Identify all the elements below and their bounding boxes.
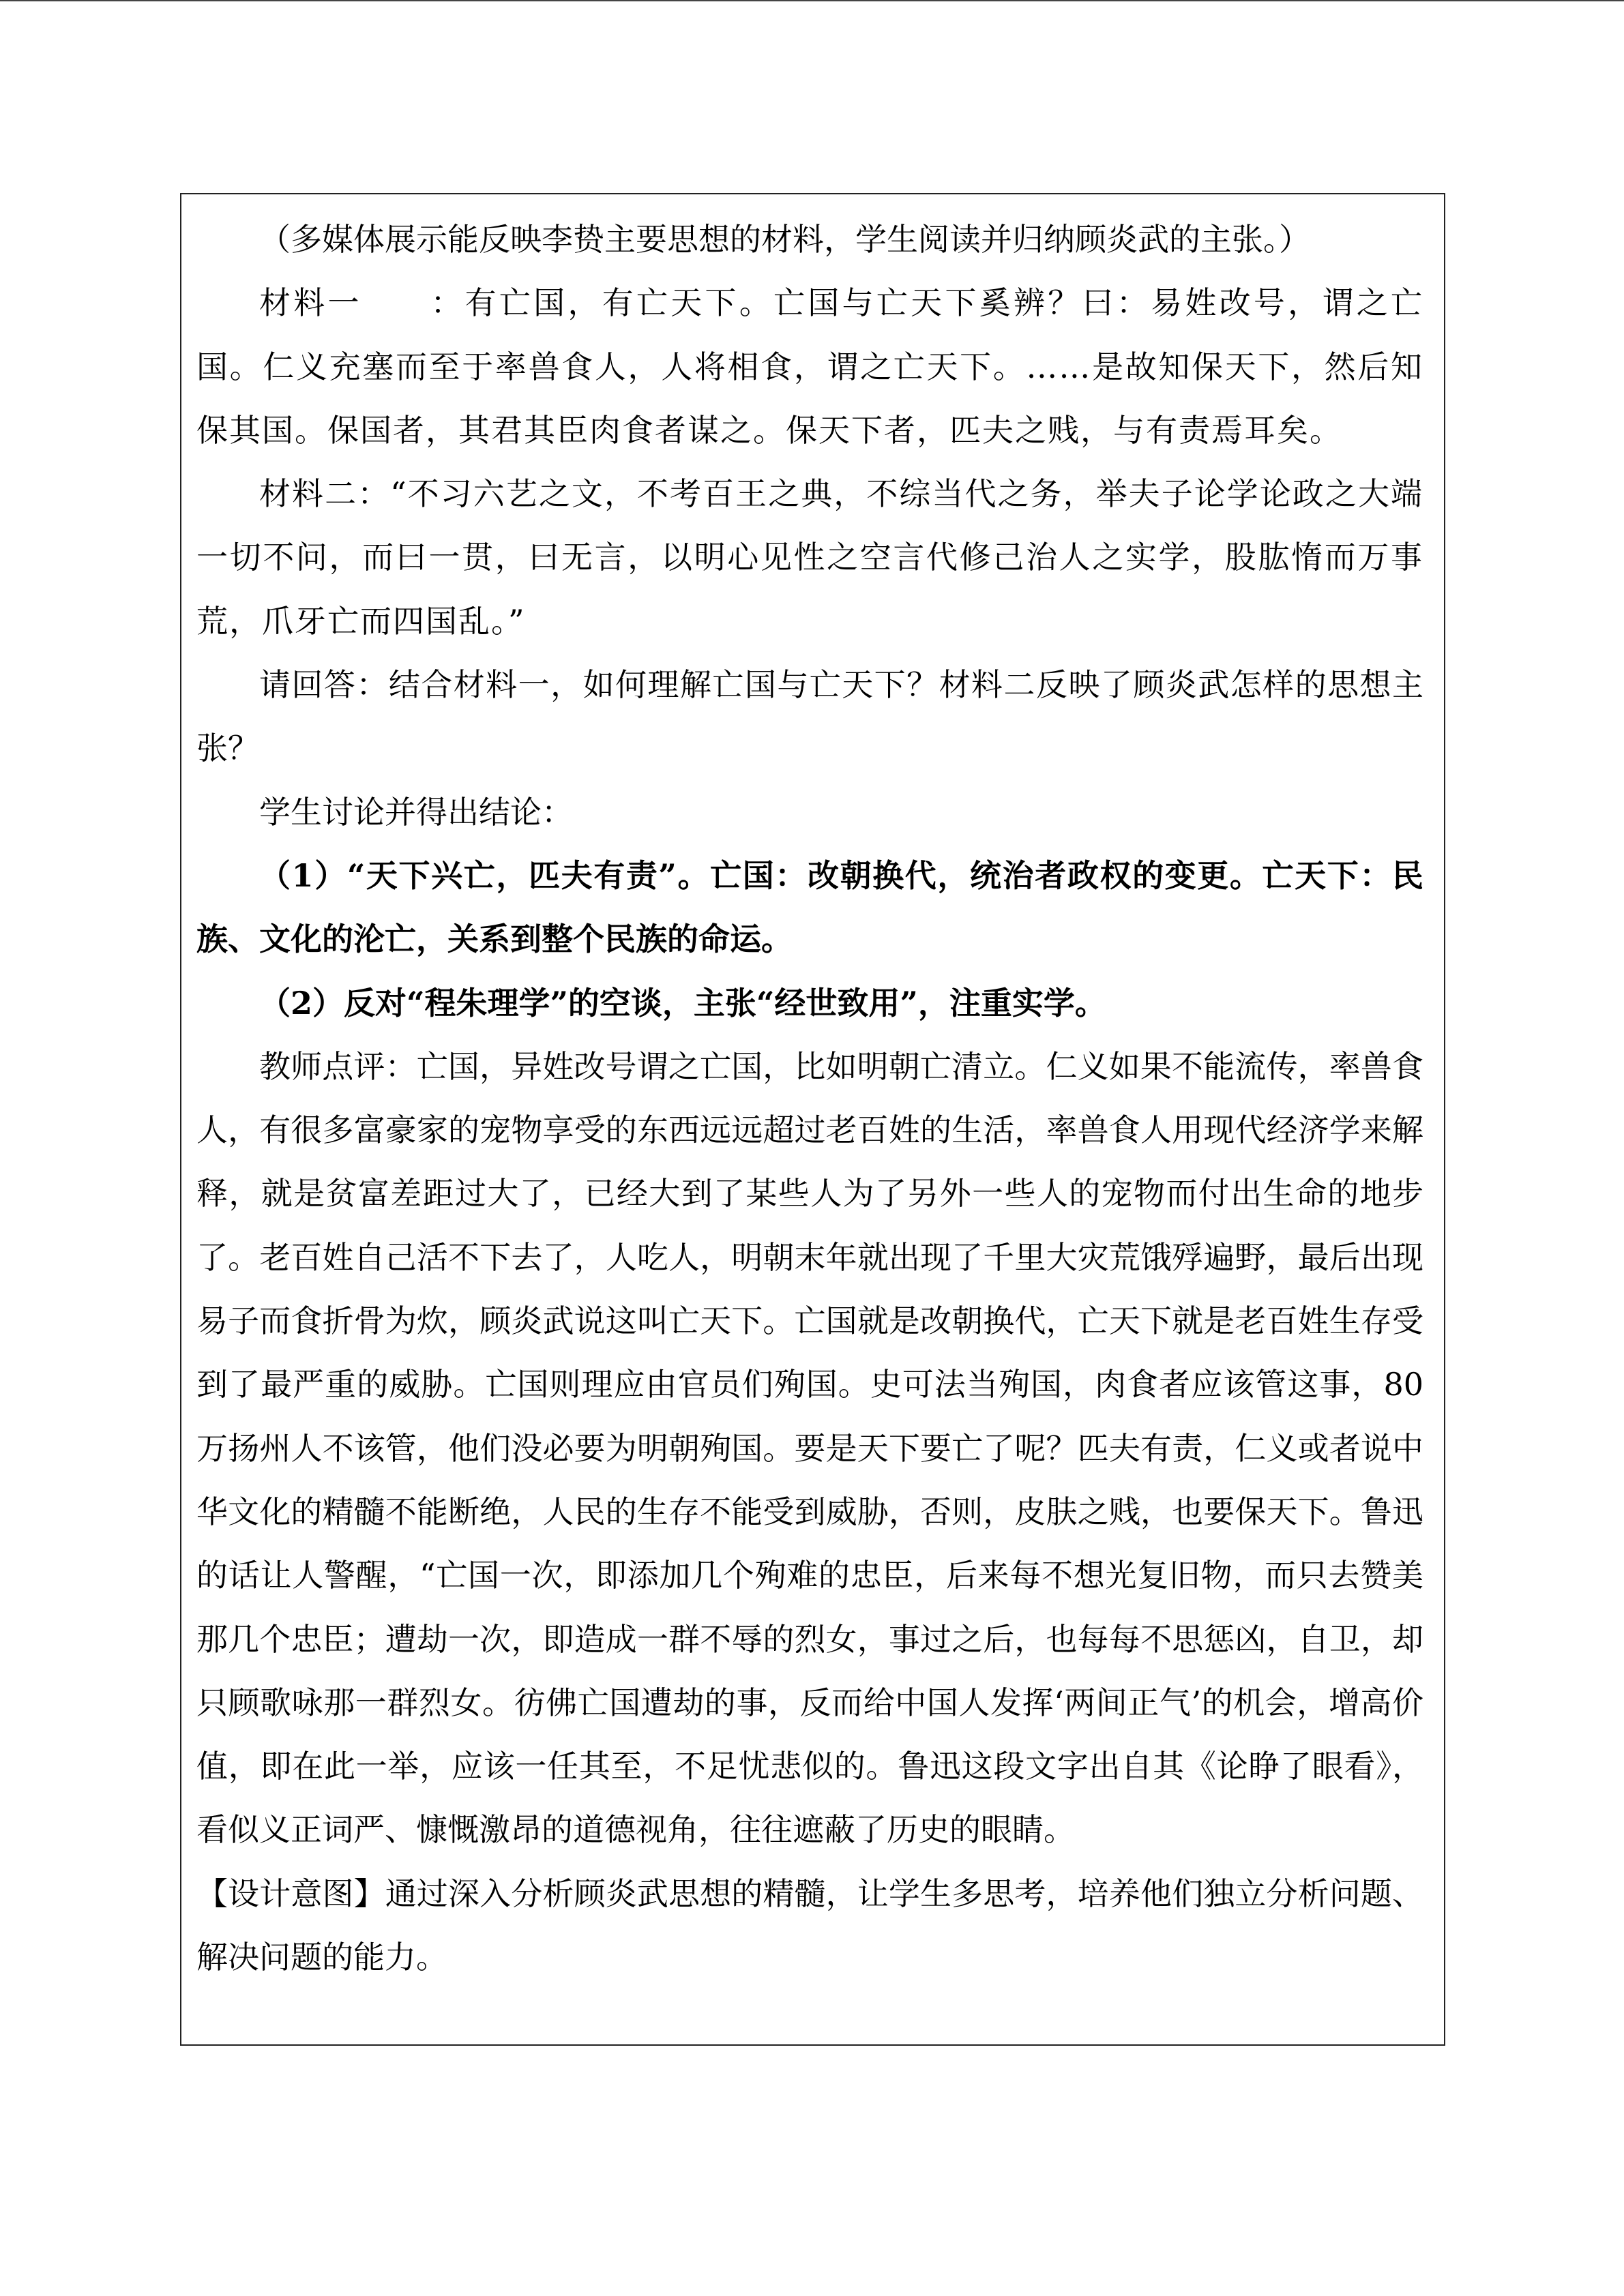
conclusion-one-paragraph: （1）“天下兴亡，匹夫有责”。亡国：改朝换代，统治者政权的变更。亡天下：民族、文化的沦亡，关系到整个民族的命运。: [196, 856, 1423, 958]
lesson-content-box: [180, 193, 1445, 2046]
teacher-comment-paragraph: 教师点评：亡国，异姓改号谓之亡国，比如明朝亡清立。仁义如果不能流传，率兽食人，有很多富豪家的宠物享受的东西远远超过老百姓的生活，率兽食人用现代经济学来解释，就是贫富差距过大了，已经大到了某些人为了另外一些人的宠物而付出生命的地步了。老百姓自己活不下去了，人吃人，明朝末年就出现了千里大灾荒饿殍遍野，最后出现易子而食折骨为炊，顾炎武说这叫亡天下。亡国就是改朝换代，亡天下就是老百姓生存受到了最严重的威胁。亡国则理应由官员们殉国。史可法当殉国，肉食者应该管这事，80 万扬州人不该管，他们没必要为明朝殉国。要是天下要亡了呢？匹夫有责，仁义或者说中华文化的精髓不能断绝，人民的生存不能受到威胁，否则，皮肤之贱，也要保天下。鲁迅的话让人警醒，“亡国一次，即添加几个殉难的忠臣，后来每不想光复旧物，而只去赞美那几个忠臣；遭劫一次，即造成一群不辱的烈女，事过之后，也每每不思惩凶，自卫，却只顾歌咏那一群烈女。彷佛亡国遭劫的事，反而给中国人发挥‘两间正气’的机会，增高价值，即在此一举，应该一任其至，不足忧悲似的。鲁迅这段文字出自其《论睁了眼看》，看似义正词严、慷慨激昂的道德视角，往往遮蔽了历史的眼睛。: [196, 1047, 1423, 1849]
page-top-rule: [0, 0, 1624, 1]
conclusion-two-paragraph: （2）反对“程朱理学”的空谈，主张“经世致用”，注重实学。: [259, 984, 1106, 1022]
material-one-paragraph: 材料一 ：有亡国，有亡天下。亡国与亡天下奚辨？曰：易姓改号，谓之亡国。仁义充塞而至于率兽食人，人将相食，谓之亡天下。……是故知保天下，然后知保其国。保国者，其君其臣肉食者谋之。保天下者，匹夫之贱，与有责焉耳矣。: [196, 284, 1423, 449]
intro-paragraph: （多媒体展示能反映李贽主要思想的材料，学生阅读并归纳顾炎武的主张。）: [259, 221, 1310, 258]
question-paragraph: 请回答：结合材料一，如何理解亡国与亡天下？材料二反映了顾炎武怎样的思想主张？: [196, 666, 1423, 767]
design-intent-paragraph: 【设计意图】通过深入分析顾炎武思想的精髓，让学生多思考，培养他们独立分析问题、解决问题的能力。: [196, 1875, 1423, 1976]
material-two-paragraph: 材料二：“不习六艺之文，不考百王之典，不综当代之务，举夫子论学论政之大端一切不问，而曰一贯，曰无言，以明心见性之空言代修己治人之实学，股肱惰而万事荒，爪牙亡而四国乱。”: [196, 475, 1423, 640]
discussion-paragraph: 学生讨论并得出结论：: [259, 793, 573, 831]
